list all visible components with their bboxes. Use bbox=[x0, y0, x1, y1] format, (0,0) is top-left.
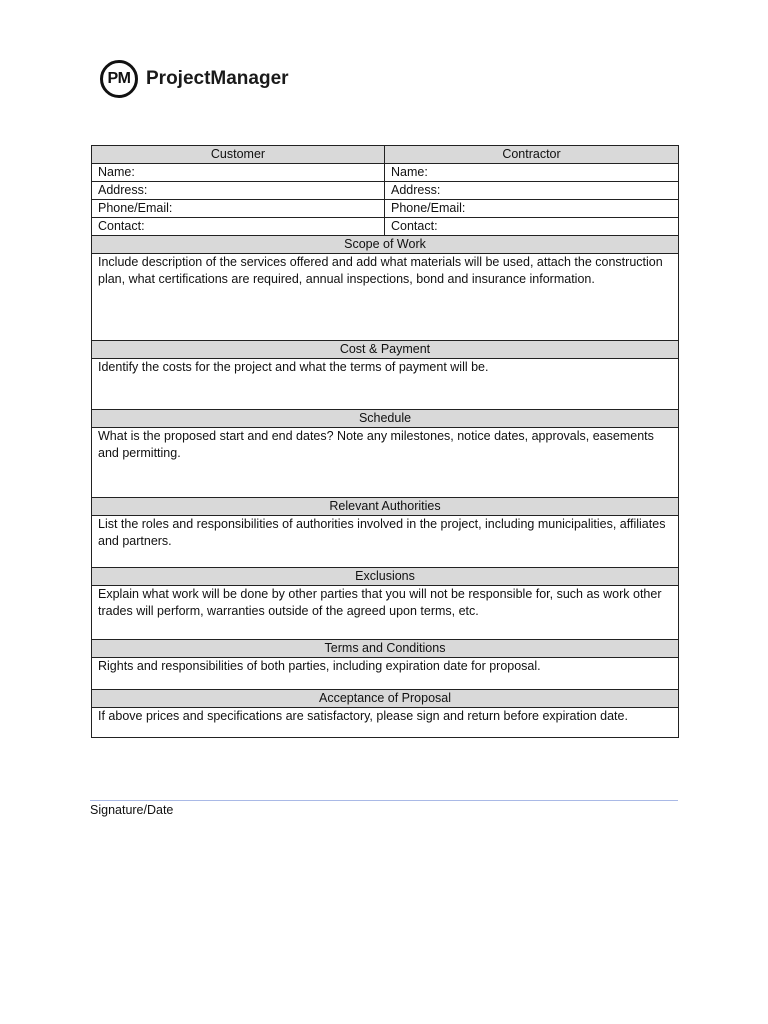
cost-payment-text[interactable]: Identify the costs for the project and what the terms of payment will be. bbox=[92, 359, 679, 410]
parties-header-row bbox=[92, 146, 679, 164]
pm-logo-icon: PM bbox=[100, 60, 138, 98]
acceptance-header: Acceptance of Proposal bbox=[92, 690, 679, 708]
relevant-authorities-text[interactable]: List the roles and responsibilities of authorities involved in the project, including municipalities, affiliates and partners. bbox=[92, 516, 679, 568]
terms-conditions-header: Terms and Conditions bbox=[92, 640, 679, 658]
cost-payment-header: Cost & Payment bbox=[92, 341, 679, 359]
customer-name-field[interactable]: Name: bbox=[92, 164, 385, 182]
customer-contact-field[interactable]: Contact: bbox=[92, 218, 385, 236]
proposal-form-table bbox=[91, 145, 679, 738]
contractor-header: Contractor bbox=[385, 146, 679, 164]
scope-of-work-header: Scope of Work bbox=[92, 236, 679, 254]
customer-address-field[interactable]: Address: bbox=[92, 182, 385, 200]
contact-row bbox=[92, 218, 679, 236]
signature-date-label: Signature/Date bbox=[90, 803, 174, 817]
signature-line[interactable] bbox=[90, 800, 678, 801]
projectmanager-logo bbox=[90, 48, 310, 110]
contractor-address-field[interactable]: Address: bbox=[385, 182, 679, 200]
logo-wordmark: ProjectManager bbox=[146, 68, 289, 89]
relevant-authorities-header: Relevant Authorities bbox=[92, 498, 679, 516]
contractor-name-field[interactable]: Name: bbox=[385, 164, 679, 182]
scope-of-work-text[interactable]: Include description of the services offered and add what materials will be used, attach the construction plan, what certifications are required, annual inspections, bond and insurance information. bbox=[92, 254, 679, 341]
terms-conditions-text[interactable]: Rights and responsibilities of both parties, including expiration date for proposal. bbox=[92, 658, 679, 690]
exclusions-text[interactable]: Explain what work will be done by other parties that you will not be responsible for, such as work other trades will perform, warranties outside of the agreed upon terms, etc. bbox=[92, 586, 679, 640]
exclusions-header: Exclusions bbox=[92, 568, 679, 586]
name-row bbox=[92, 164, 679, 182]
address-row bbox=[92, 182, 679, 200]
schedule-text[interactable]: What is the proposed start and end dates? Note any milestones, notice dates, approvals, easements and permitting. bbox=[92, 428, 679, 498]
customer-header: Customer bbox=[92, 146, 385, 164]
contractor-phone-email-field[interactable]: Phone/Email: bbox=[385, 200, 679, 218]
schedule-header: Schedule bbox=[92, 410, 679, 428]
customer-phone-email-field[interactable]: Phone/Email: bbox=[92, 200, 385, 218]
acceptance-text[interactable]: If above prices and specifications are satisfactory, please sign and return before expiration date. bbox=[92, 708, 679, 738]
phone-email-row bbox=[92, 200, 679, 218]
contractor-contact-field[interactable]: Contact: bbox=[385, 218, 679, 236]
